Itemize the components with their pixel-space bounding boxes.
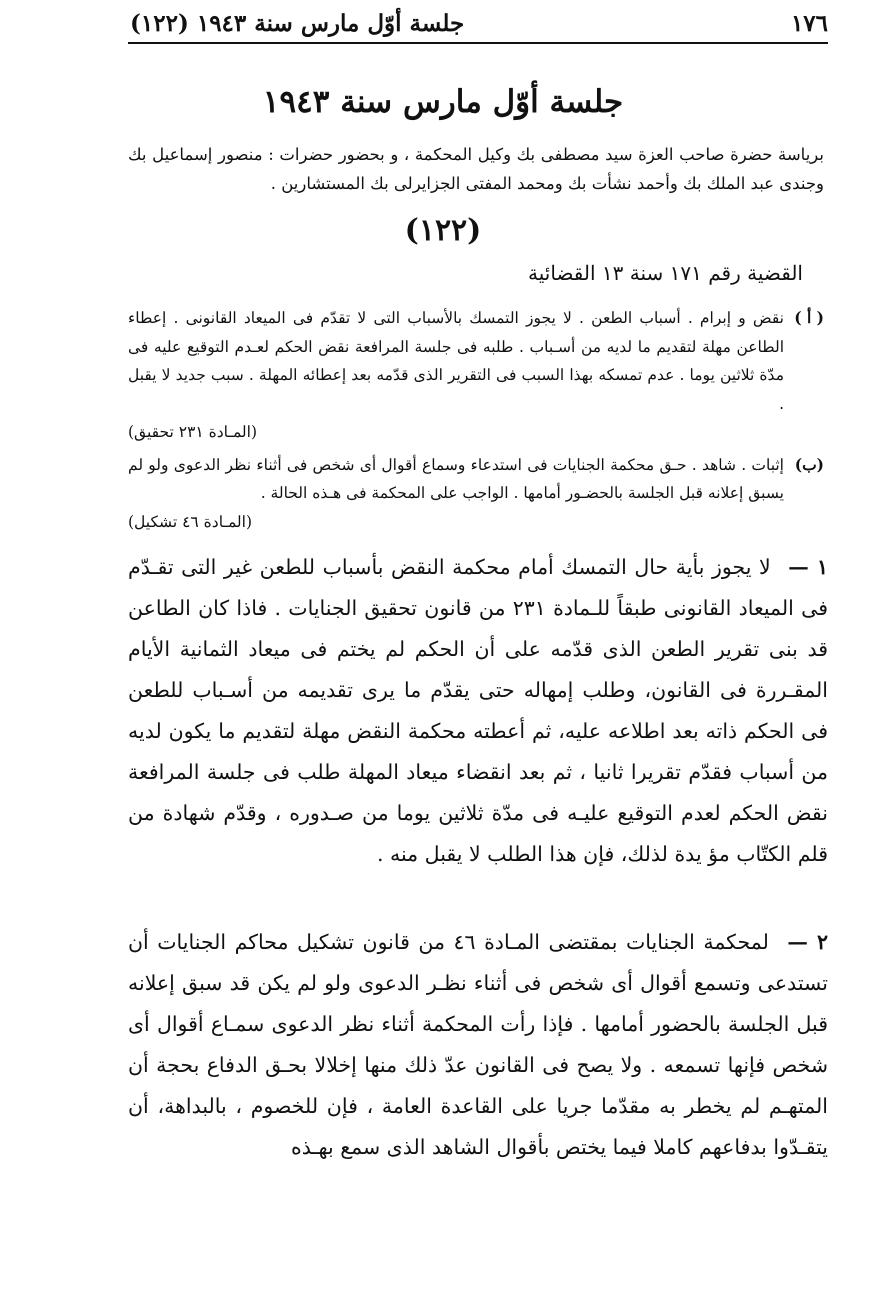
- page-number: ١٧٦: [790, 9, 828, 37]
- headnote-article-ref: (المـادة ٢٣١ تحقيق): [128, 423, 257, 441]
- paragraph-number: ٢ —: [787, 930, 829, 954]
- paragraph-number: ١ —: [788, 555, 828, 579]
- paragraph-1: [128, 547, 828, 875]
- paragraph-2: [128, 922, 828, 1168]
- header-rule: [128, 42, 828, 44]
- headnote-article-ref: (المـادة ٤٦ تشكيل): [128, 512, 253, 531]
- headnote-text: نقض و إبرام . أسباب الطعن . لا يجوز التمسك بالأسباب التى لا تقدّم فى الميعاد القانونى . إعطاء الطاعن مهلة لتقديم ما لديه من أسـباب . طلبه فى جلسة المرافعة نقض الحكم لعـدم التوقيع عليه فى مدّة ثلاثين يوما . عدم تمسكه بهذا السبب فى التقرير الذى قدّمه بعد إعطائه المهلة . سبب جديد لا يقبل .: [128, 309, 784, 413]
- headnote-label: ( أ ): [794, 308, 824, 327]
- paragraph-text: لمحكمة الجنايات بمقتضى المـادة ٤٦ من قانون تشكيل محاكم الجنايات أن تستدعى وتسمع أقوال أى شخص فى أثناء نظـر الدعوى ولو لم يكن قد سبق إعلانه قبل الجلسة بالحضور أمامها . فإذا رأت المحكمة أثناء نظر الدعوى سمـاع أقوال أى شخص فإنها تسمعه . ولا يصح فى القانون عدّ ذلك منها إخلالا بحـق الدفاع بحجة أن المتهـم لم يخطر به مقدّما جريا على القاعدة العامة ، فإن للخصوم ، بالبداهة، أن يتقـدّوا بدفاعهم كاملا فيما يختص بأقوال الشاهد الذى سمع بهـذه: [128, 930, 828, 1159]
- session-title: جلسة أوّل مارس سنة ١٩٤٣: [262, 84, 624, 120]
- running-head-title: جلسة أوّل مارس سنة ١٩٤٣ (١٢٢): [130, 9, 465, 37]
- running-head: [130, 6, 828, 40]
- headnotes: [128, 304, 824, 540]
- headnote-label: (ب): [794, 454, 824, 474]
- case-reference: القضية رقم ١٧١ سنة ١٣ القضائية: [528, 261, 803, 285]
- paragraph-text: لا يجوز بأية حال التمسك أمام محكمة النقض بأسباب للطعن غير التى تقـدّم فى الميعاد القانونى طبقاً للـمادة ٢٣١ من قانون تحقيق الجنايات . فاذا كان الطاعن قد بنى تقرير الطعن الذى قدّمه على أن الحكم لم يختم فى ميعاد الثمانية الأيام المقـررة فى القانون، وطلب إمهاله حتى يقدّم ما يرى تقديمه من أسـباب للطعن فى الحكم ذاته بعد اطلاعه عليه، ثم أعطته محكمة النقض مهلة لتقديم ما يكون لديه من أسباب فقدّم تقريرا ثانيا ، ثم بعد انقضاء ميعاد المهلة طلب فى جلسة المرافعة نقض الحكم لعدم التوقيع عليـه فى مدّة ثلاثين يوما من صـدوره ، وقدّم شهادة من قلم الكتّاب مؤ يدة لذلك، فإن هذا الطلب لا يقبل منه .: [128, 555, 828, 866]
- presidency-text: برياسة حضرة صاحب العزة سيد مصطفى بك وكيل المحكمة ، و بحضور حضرات : منصور إسماعيل بك وجندى عبد الملك بك وأحمد نشأت بك ومحمد المفتى الجزايرلى بك المستشارين .: [128, 145, 824, 193]
- headnote-a: [128, 304, 824, 447]
- headnote-b: [128, 451, 824, 537]
- headnote-text: إثبات . شاهد . حـق محكمة الجنايات فى استدعاء وسماع أقوال أى شخص فى أثناء نظر الدعوى ولو لم يسبق إعلانه قبل الجلسة بالحضـور أمامها . الواجب على المحكمة فى هـذه الحالة .: [128, 455, 784, 502]
- case-number: (١٢٢): [404, 213, 482, 248]
